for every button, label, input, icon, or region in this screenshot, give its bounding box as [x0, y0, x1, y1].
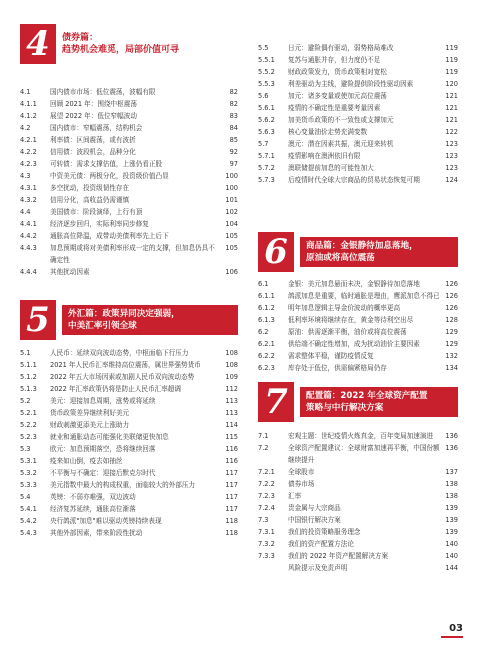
- toc-entry-page: 126: [445, 304, 458, 312]
- toc-entry-number: 5.5.3: [258, 80, 275, 88]
- toc-entry-page: 140: [445, 540, 458, 548]
- toc-entry[interactable]: [20, 515, 238, 527]
- toc-entry[interactable]: [20, 218, 238, 230]
- toc-entry-page: 112: [225, 385, 238, 393]
- toc-entry-page: 109: [225, 373, 238, 381]
- toc-entry-number: 7.2.4: [258, 504, 275, 512]
- section-4-title: [62, 32, 179, 56]
- toc-entry[interactable]: [258, 562, 458, 574]
- toc-entry-page: 123: [445, 164, 458, 172]
- toc-entry-page: 121: [445, 116, 458, 124]
- toc-entry[interactable]: [258, 102, 458, 114]
- toc-entry[interactable]: [20, 110, 238, 122]
- toc-entry-title: 财政政策发力，货币政策相对宽松: [288, 68, 387, 76]
- toc-entry[interactable]: [258, 490, 458, 502]
- toc-entry-number: 5.7.1: [258, 152, 275, 160]
- toc-entry-title: 澳元：潜在因素共振，澳元迎来转机: [288, 140, 394, 148]
- toc-entry-page: 106: [225, 268, 238, 276]
- toc-entry-number: 7.1: [258, 432, 269, 440]
- toc-entry-title: 利率债：区间震荡，或有波折: [50, 136, 136, 144]
- toc-entry[interactable]: [258, 278, 458, 290]
- toc-entry-number: 4.2: [20, 124, 31, 132]
- toc-entry-title: 原油：供需逐渐平衡，油价或将高位震荡: [288, 328, 407, 336]
- toc-entry[interactable]: [20, 359, 238, 371]
- toc-entry-title: 就业和通胀动态可能强化美联储更快加息: [50, 433, 169, 441]
- toc-entry-number: 5.1.1: [20, 361, 37, 369]
- toc-entry[interactable]: [258, 502, 458, 514]
- toc-entry-page: 120: [445, 80, 458, 88]
- toc-entry[interactable]: [20, 503, 238, 515]
- toc-section-5: [20, 347, 238, 539]
- toc-entry-page: 113: [225, 409, 238, 417]
- toc-entry[interactable]: [258, 526, 458, 538]
- toc-entry-number: 7.2.1: [258, 468, 275, 476]
- toc-entry-number: 5.2.3: [20, 433, 37, 441]
- toc-entry-title: 贵金属与大宗商品: [288, 504, 341, 512]
- toc-entry-number: 6.1: [258, 280, 269, 288]
- toc-entry[interactable]: [258, 54, 458, 66]
- toc-entry-number: 4.3.1: [20, 184, 37, 192]
- toc-entry-number: 4.3: [20, 172, 31, 180]
- toc-entry-title: 展望 2022 年：低位窄幅波动: [50, 112, 137, 120]
- toc-entry-title: 回顾 2021 年：围绕中枢震荡: [50, 100, 137, 108]
- toc-entry-page: 102: [225, 208, 238, 216]
- toc-entry-number: 6.2.1: [258, 340, 275, 348]
- section-7-header: [258, 382, 458, 422]
- toc-entry-number: 5.2.1: [20, 409, 37, 417]
- toc-entry[interactable]: [258, 150, 458, 162]
- toc-entry-number: 6.1.2: [258, 304, 275, 312]
- toc-entry-title: 疫情影响在澳洲依旧有限: [288, 152, 361, 160]
- toc-entry[interactable]: [20, 206, 238, 218]
- toc-entry-page: 100: [225, 172, 238, 180]
- toc-entry[interactable]: [20, 467, 238, 479]
- section-6-number: 6: [258, 232, 294, 272]
- toc-entry-number: 4.4.4: [20, 268, 37, 276]
- toc-entry[interactable]: [20, 527, 238, 539]
- toc-entry[interactable]: [258, 430, 458, 442]
- toc-entry-number: 7.2: [258, 444, 269, 452]
- toc-entry-page: 117: [225, 481, 238, 489]
- toc-entry[interactable]: [20, 170, 238, 182]
- toc-entry-page: 132: [445, 352, 458, 360]
- toc-entry-title: 其他外部因素，带来阶段性扰动: [50, 529, 143, 537]
- toc-entry-title: 疫来如山倒，疫去如抽丝: [50, 457, 123, 465]
- toc-entry-title: 低利率环境将继续存在，黄金等待利空出尽: [288, 316, 414, 324]
- toc-entry-title: 央行鸽派"加息"难以驱动英镑持续表现: [50, 517, 162, 525]
- toc-entry[interactable]: [258, 302, 458, 314]
- toc-entry[interactable]: [258, 478, 458, 490]
- toc-entry-number: 4.4.3: [20, 244, 37, 252]
- toc-entry-page: 85: [229, 136, 238, 144]
- section-6-title-line1: 商品篇：金银静待加息落地，: [306, 241, 418, 251]
- toc-entry-page: 82: [229, 88, 238, 96]
- toc-entry-page: 105: [225, 244, 238, 252]
- section-5-title: [62, 305, 238, 335]
- toc-entry[interactable]: [20, 98, 238, 110]
- toc-entry-page: 101: [225, 196, 238, 204]
- toc-entry-page: 113: [225, 397, 238, 405]
- toc-entry-title: 库存处于低位，供需偏紧格局仍存: [288, 364, 387, 372]
- toc-entry-title: 我们的投资策略服务理念: [288, 528, 361, 536]
- toc-section-7: [258, 430, 458, 574]
- toc-entry-title: 人民币：延续双向波动态势，中枢面临下行压力: [50, 349, 189, 357]
- toc-entry-number: 4.2.1: [20, 136, 37, 144]
- toc-entry-page: 121: [445, 104, 458, 112]
- toc-entry-number: 5.3.1: [20, 457, 37, 465]
- toc-entry-page: 116: [225, 445, 238, 453]
- section-5-title-line2: 中美汇率引领全球: [68, 321, 137, 331]
- toc-entry-page: 97: [229, 160, 238, 168]
- toc-entry[interactable]: [20, 134, 238, 146]
- toc-entry[interactable]: [258, 66, 458, 78]
- toc-section-5-continued: [258, 42, 458, 186]
- toc-entry[interactable]: [258, 350, 458, 362]
- toc-entry[interactable]: [258, 442, 458, 466]
- toc-entry[interactable]: [20, 371, 238, 383]
- toc-entry-title: 欧元：加息预期落空，恐将继续回落: [50, 445, 156, 453]
- toc-entry-number: 5.1.3: [20, 385, 37, 393]
- toc-entry-title: 货币政策差异继续利好美元: [50, 409, 130, 417]
- toc-entry[interactable]: [258, 338, 458, 350]
- toc-entry-page: 121: [445, 92, 458, 100]
- toc-entry-page: 104: [225, 220, 238, 228]
- toc-entry-page: 137: [445, 468, 458, 476]
- toc-entry[interactable]: [20, 455, 238, 467]
- toc-entry-number: 5.7.2: [258, 164, 275, 172]
- toc-entry-title: 国内债市：窄幅震荡，结构机会: [50, 124, 143, 132]
- toc-entry-number: 7.2.3: [258, 492, 275, 500]
- toc-entry-title: 财政刺激更添美元上涨助力: [50, 421, 130, 429]
- toc-entry-page: 124: [445, 176, 458, 184]
- toc-entry-title: 我们的 2022 年资产配置解决方案: [288, 552, 389, 560]
- toc-entry-number: 5.4.3: [20, 529, 37, 537]
- toc-entry[interactable]: [20, 443, 238, 455]
- toc-entry-page: 122: [445, 128, 458, 136]
- section-7-title: [300, 387, 458, 417]
- toc-entry-number: 5.4.2: [20, 517, 37, 525]
- toc-entry-title: 复苏与通胀并存，但力度仍不足: [288, 56, 381, 64]
- toc-entry-number: 5.2.2: [20, 421, 37, 429]
- toc-entry-number: 4.2.2: [20, 148, 37, 156]
- page-number-underline: [441, 636, 463, 638]
- toc-entry-page: 139: [445, 504, 458, 512]
- toc-entry-page: 138: [445, 480, 458, 488]
- toc-entry-page: 144: [445, 564, 458, 572]
- toc-entry-title: 经济逐步回归，实际利率同步修复: [50, 220, 149, 228]
- section-7-title-line2: 策略与中行解决方案: [306, 403, 384, 413]
- toc-entry-number: 5.2: [20, 397, 31, 405]
- toc-entry-page: 140: [445, 552, 458, 560]
- toc-entry[interactable]: [20, 230, 238, 242]
- toc-entry-title: 金银：美元加息悬而未决，金银静待加息落地: [288, 280, 420, 288]
- toc-entry-title: 风险提示及免责声明: [288, 564, 348, 572]
- toc-entry[interactable]: [20, 479, 238, 491]
- toc-entry-number: 6.1.1: [258, 292, 275, 300]
- toc-entry[interactable]: [20, 419, 238, 431]
- toc-entry[interactable]: [20, 146, 238, 158]
- toc-entry-title: 宏观主题：世纪疫情火炼真金，百年变局加速演进: [288, 432, 434, 440]
- toc-entry[interactable]: [20, 266, 238, 278]
- toc-entry-number: 5.3: [20, 445, 31, 453]
- toc-entry-number: 5.1: [20, 349, 31, 357]
- toc-entry-number: 7.3.3: [258, 552, 275, 560]
- toc-entry-number: 4.3.2: [20, 196, 37, 204]
- toc-entry[interactable]: [20, 491, 238, 503]
- toc-entry-number: 6.2.3: [258, 364, 275, 372]
- toc-entry[interactable]: [258, 78, 458, 90]
- toc-entry-page: 117: [225, 505, 238, 513]
- toc-entry-page: 83: [229, 112, 238, 120]
- toc-entry-page: 115: [225, 433, 238, 441]
- toc-entry[interactable]: [20, 242, 238, 266]
- toc-entry-title: 经济复苏延续，通胀高位渐落: [50, 505, 136, 513]
- toc-entry-number: 7.3: [258, 516, 269, 524]
- toc-entry-title: 加美货币政策的不一致性或支撑加元: [288, 116, 394, 124]
- toc-entry-title: 2022 年汇率政策仍将是防止人民币汇率超调: [50, 385, 181, 393]
- section-6-title: [300, 237, 458, 267]
- toc-entry-number: 4.4.1: [20, 220, 37, 228]
- section-5-number: 5: [20, 300, 56, 340]
- section-4-title-line2: 趋势机会难觅，局部价值可寻: [62, 45, 180, 55]
- toc-entry-page: 108: [225, 361, 238, 369]
- toc-entry-title: 美元指数中最大的构成权重，面临较大的外部压力: [50, 481, 196, 489]
- toc-entry-number: 5.7: [258, 140, 269, 148]
- toc-entry-page: 139: [445, 516, 458, 524]
- toc-entry-page: 100: [225, 184, 238, 192]
- section-7-title-line1: 配置篇：2022 年全球资产配置: [306, 391, 428, 401]
- toc-entry-number: 7.3.1: [258, 528, 275, 536]
- toc-entry[interactable]: [258, 126, 458, 138]
- toc-entry-title: 2021 年人民币汇率维持高位震荡，属世界强势货币: [50, 361, 201, 369]
- section-5-title-line1: 外汇篇：政策异同决定强弱，: [68, 309, 180, 319]
- toc-entry-page: 126: [445, 280, 458, 288]
- toc-entry-number: 5.1.2: [20, 373, 37, 381]
- toc-entry[interactable]: [20, 407, 238, 419]
- toc-entry-page: 123: [445, 140, 458, 148]
- toc-entry-page: 108: [225, 349, 238, 357]
- toc-entry-title: 中资美元债：两极分化，投资级价值凸显: [50, 172, 169, 180]
- toc-entry-title: 我们的资产配置方法论: [288, 540, 354, 548]
- section-4-number: 4: [20, 24, 56, 64]
- section-7-number: 7: [258, 382, 294, 422]
- toc-entry-number: 4.2.3: [20, 160, 37, 168]
- toc-entry-page: 118: [225, 517, 238, 525]
- toc-entry-number: 4.1.2: [20, 112, 37, 120]
- toc-entry-number: 6.1.3: [258, 316, 275, 324]
- toc-entry-title: 加息预期或将对美债利率形成一定的支撑，但加息仍具不确定性: [50, 244, 215, 264]
- toc-entry[interactable]: [258, 114, 458, 126]
- toc-entry-number: 7.3.2: [258, 540, 275, 548]
- toc-entry-title: 国内债市市场：低位震荡，波幅有限: [50, 88, 156, 96]
- toc-entry-number: 5.6.2: [258, 116, 275, 124]
- toc-entry-number: 5.5.1: [258, 56, 275, 64]
- toc-entry[interactable]: [258, 362, 458, 374]
- toc-entry-page: 128: [445, 316, 458, 324]
- toc-entry-title: 中国银行解决方案: [288, 516, 341, 524]
- toc-entry-title: 供给端不确定性增加，成为扰动油价主要因素: [288, 340, 420, 348]
- toc-entry-page: 129: [445, 328, 458, 336]
- toc-entry-page: 119: [445, 56, 458, 64]
- toc-entry-number: 5.4: [20, 493, 31, 501]
- toc-entry-page: 119: [445, 68, 458, 76]
- toc-entry-title: 2022 年五大市场因素或加剧人民币双向波动态势: [50, 373, 195, 381]
- toc-entry-title: 全球股市: [288, 468, 315, 476]
- toc-entry-page: 139: [445, 528, 458, 536]
- toc-entry-title: 澳联储提前加息的可能性加大: [288, 164, 374, 172]
- toc-entry[interactable]: [20, 86, 238, 98]
- toc-entry-title: 可转债：需求支撑估值，上涨仍看正股: [50, 160, 163, 168]
- toc-entry-page: 136: [445, 432, 458, 440]
- toc-entry-title: 信用债：波段机会，品种分化: [50, 148, 136, 156]
- toc-entry-number: 5.5.2: [258, 68, 275, 76]
- toc-entry-number: 5.5: [258, 44, 269, 52]
- toc-entry[interactable]: [258, 466, 458, 478]
- toc-entry-title: 明年加息逻辑主导金价波动的概率更高: [288, 304, 401, 312]
- toc-entry-number: 5.4.1: [20, 505, 37, 513]
- toc-entry[interactable]: [258, 42, 458, 54]
- toc-entry-number: 4.4: [20, 208, 31, 216]
- toc-entry-number: 7.2.2: [258, 480, 275, 488]
- toc-entry[interactable]: [258, 138, 458, 150]
- toc-entry[interactable]: [20, 431, 238, 443]
- toc-entry[interactable]: [20, 194, 238, 206]
- toc-entry-page: 117: [225, 493, 238, 501]
- toc-entry-title: 加元：诸多变量或使加元高位震荡: [288, 92, 387, 100]
- toc-entry-title: 疫情的不确定性是重要考量因素: [288, 104, 381, 112]
- section-4-title-line1: 债券篇：: [62, 33, 99, 43]
- page-number: 03: [449, 623, 463, 634]
- toc-entry-page: 123: [445, 152, 458, 160]
- toc-entry[interactable]: [258, 290, 458, 302]
- toc-entry-number: 5.6.1: [258, 104, 275, 112]
- toc-entry-title: 需求整体平稳，谨防疫情反复: [288, 352, 374, 360]
- toc-entry-number: 5.6.3: [258, 128, 275, 136]
- toc-entry[interactable]: [258, 326, 458, 338]
- toc-entry-title: 其他扰动因素: [50, 268, 90, 276]
- toc-entry-number: 6.2.2: [258, 352, 275, 360]
- toc-entry[interactable]: [258, 174, 458, 186]
- section-6-title-line2: 原油或将高位震荡: [306, 253, 375, 263]
- toc-entry-title: 利差驱动为主线，避险提供阶段性驱动因素: [288, 80, 414, 88]
- toc-entry[interactable]: [20, 383, 238, 395]
- toc-entry-title: 日元：避险偶有驱动，弱势格局难改: [288, 44, 394, 52]
- toc-entry-title: 核心变量油价走势充满变数: [288, 128, 368, 136]
- toc-entry-title: 英镑：不弱亦难强，双边波动: [50, 493, 136, 501]
- toc-entry-number: 5.6: [258, 92, 269, 100]
- toc-entry-page: 118: [225, 529, 238, 537]
- toc-entry-page: 138: [445, 492, 458, 500]
- toc-entry-number: 5.7.3: [258, 176, 275, 184]
- toc-entry[interactable]: [20, 347, 238, 359]
- toc-entry-number: 4.1.1: [20, 100, 37, 108]
- toc-entry-page: 82: [229, 100, 238, 108]
- toc-entry-title: 通胀高位降温，成带动美债利率先上后下: [50, 232, 169, 240]
- section-5-header: [20, 300, 238, 340]
- toc-entry-page: 126: [445, 292, 458, 300]
- toc-entry-title: 后疫情时代全球大宗商品的贸易状态恢复可期: [288, 176, 420, 184]
- toc-entry-number: 5.3.2: [20, 469, 37, 477]
- section-6-header: [258, 232, 458, 272]
- toc-entry-number: 4.4.2: [20, 232, 37, 240]
- toc-entry-page: 84: [229, 124, 238, 132]
- toc-entry-title: 债券市场: [288, 480, 315, 488]
- toc-entry-title: 不平衡与不确定：迎接后默克尔时代: [50, 469, 156, 477]
- toc-entry-page: 136: [445, 444, 458, 452]
- toc-entry-title: 美国债市：阶段演绎，上行有顶: [50, 208, 143, 216]
- toc-entry-number: [258, 562, 288, 574]
- toc-entry[interactable]: [20, 395, 238, 407]
- toc-entry-number: 6.2: [258, 328, 269, 336]
- toc-entry-title: 全球资产配置建议：全球财富加速再平衡，中国份额继续提升: [288, 444, 440, 464]
- section-4-header: [20, 24, 238, 64]
- toc-entry[interactable]: [20, 122, 238, 134]
- toc-entry-title: 美元：迎接加息周期，涨势或将延续: [50, 397, 156, 405]
- toc-entry[interactable]: [20, 158, 238, 170]
- toc-entry-title: 汇率: [288, 492, 302, 500]
- toc-entry[interactable]: [258, 162, 458, 174]
- toc-section-6: [258, 278, 458, 374]
- toc-section-4: [20, 86, 238, 278]
- toc-entry-page: 129: [445, 340, 458, 348]
- toc-entry-number: 4.1: [20, 88, 31, 96]
- toc-entry-title: 信用分化，高收益仍需谨慎: [50, 196, 130, 204]
- toc-entry-page: 116: [225, 457, 238, 465]
- toc-entry[interactable]: [20, 182, 238, 194]
- toc-entry-page: 114: [225, 421, 238, 429]
- toc-entry-title: 鸽派加息是重要，临时通胀是理由，鹰派加息不得已: [288, 292, 440, 300]
- toc-entry[interactable]: [258, 538, 458, 550]
- toc-entry[interactable]: [258, 90, 458, 102]
- toc-entry-page: 105: [225, 232, 238, 240]
- toc-entry[interactable]: [258, 514, 458, 526]
- toc-entry-page: 117: [225, 469, 238, 477]
- toc-entry-page: 92: [229, 148, 238, 156]
- toc-entry-title: 多空扰动，投资级韧性存在: [50, 184, 130, 192]
- toc-entry-number: 5.3.3: [20, 481, 37, 489]
- toc-entry[interactable]: [258, 550, 458, 562]
- toc-entry-page: 119: [445, 44, 458, 52]
- toc-entry-page: 134: [445, 364, 458, 372]
- toc-entry[interactable]: [258, 314, 458, 326]
